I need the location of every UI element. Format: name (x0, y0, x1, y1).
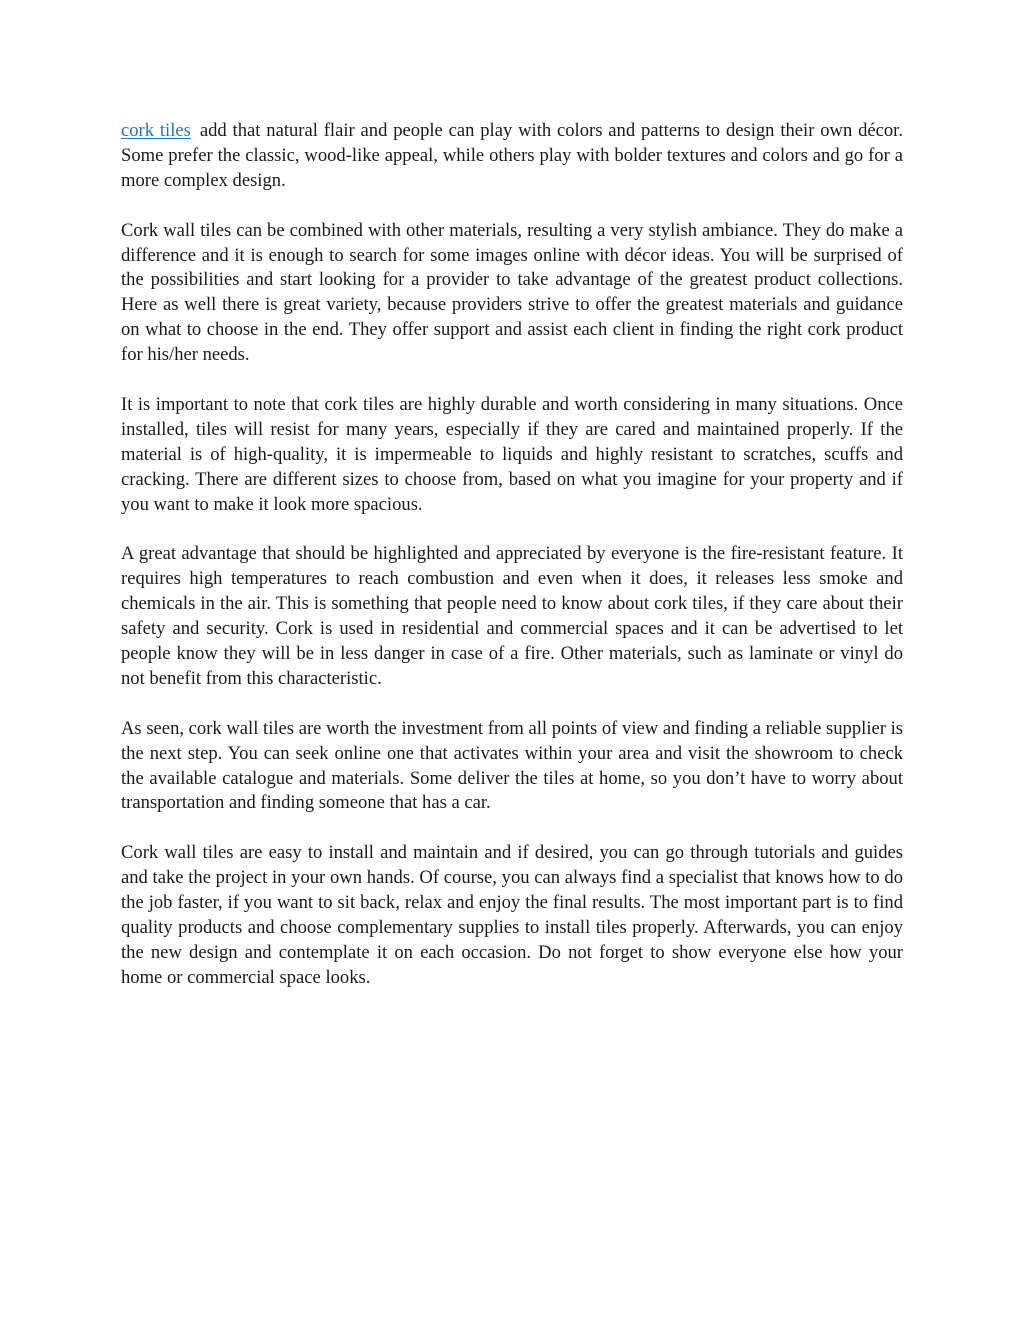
paragraph-finding-supplier: As seen, cork wall tiles are worth the investment from all points of view and finding a reliable supplier is the next step. You can seek online one that activates within your area and visit the showroom to check the available catalogue and materials. Some deliver the tiles at home, so you don’t have to worry about transportation and finding someone that has a car. (121, 717, 903, 814)
paragraph-fire-resistance: A great advantage that should be highlighted and appreciated by everyone is the fire-resistant feature. It requires high temperatures to reach combustion and even when it does, it releases less smoke and chemicals in the air. This is something that people need to know about cork tiles, if they care about their safety and security. Cork is used in residential and commercial spaces and it can be advertised to let people know they will be in less danger in case of a fire. Other materials, such as laminate or vinyl do not benefit from this characteristic. (121, 543, 903, 689)
paragraph-durability: It is important to note that cork tiles are highly durable and worth considering in many situations. Once installed, tiles will resist for many years, especially if they are cared and maintained properly. If the material is of high-quality, it is impermeable to liquids and highly resistant to scratches, scuffs and cracking. There are different sizes to choose from, based on what you imagine for your property and if you want to make it look more spacious. (121, 393, 903, 515)
paragraph-installation: Cork wall tiles are easy to install and maintain and if desired, you can go through tutorials and guides and take the project in your own hands. Of course, you can always find a specialist that knows how to do the job faster, if you want to sit back, relax and enjoy the final results. The most important part is to find quality products and choose complementary supplies to install tiles properly. Afterwards, you can enjoy the new design and contemplate it on each occasion. Do not forget to show everyone else how your home or commercial space looks. (121, 842, 903, 988)
cork-tiles-link[interactable]: cork tiles (121, 120, 191, 141)
intro-paragraph-text: add that natural flair and people can play with colors and patterns to design their own décor. Some prefer the classic, wood-like appeal, while others play with bolder textures and colors and go for a more complex design. (121, 120, 903, 191)
paragraph-combining-materials: Cork wall tiles can be combined with other materials, resulting a very stylish ambiance. They do make a difference and it is enough to search for some images online with décor ideas. You will be surprised of the possibilities and start looking for a provider to take advantage of the greatest product collections. Here as well there is great variety, because providers strive to offer the greatest materials and guidance on what to choose in the end. They offer support and assist each client in finding the right cork product for his/her needs. (121, 219, 903, 366)
document-page (121, 119, 903, 1016)
intro-paragraph (121, 119, 903, 194)
